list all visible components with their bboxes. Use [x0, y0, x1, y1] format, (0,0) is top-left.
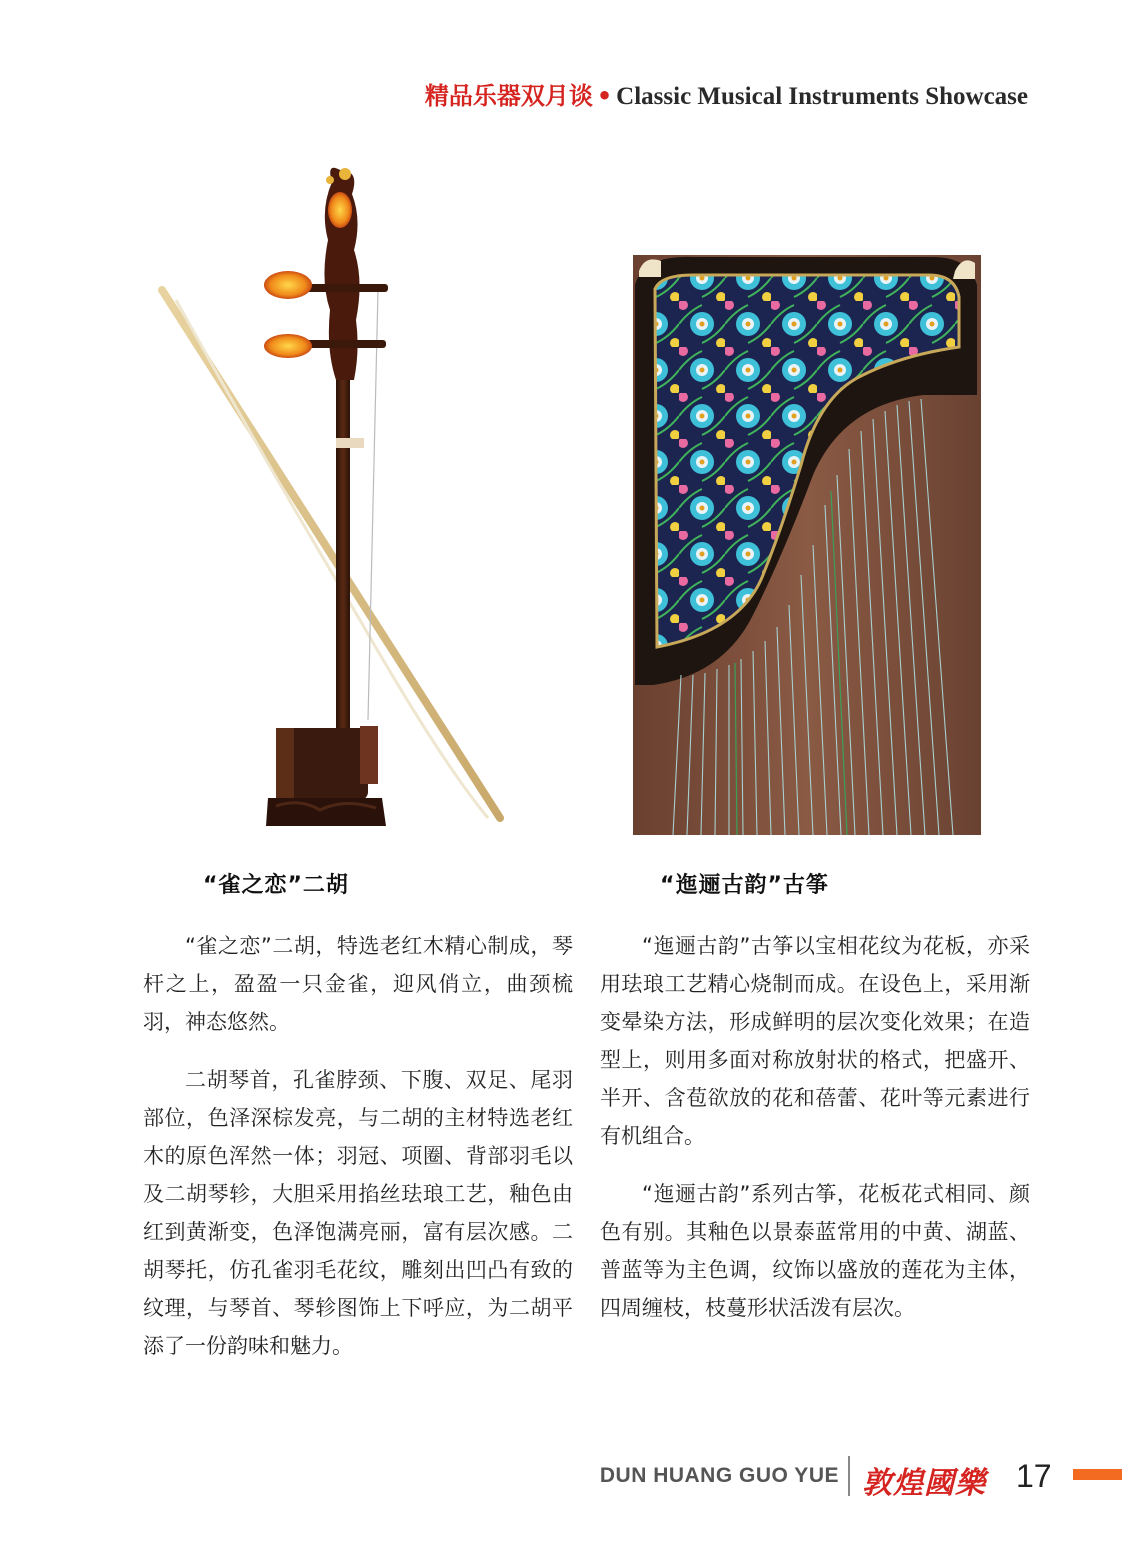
erhu-title: “雀之恋”二胡 — [203, 873, 349, 898]
header-en-title: Classic Musical Instruments Showcase — [616, 83, 1028, 110]
erhu-paragraph-1: “雀之恋”二胡，特选老红木精心制成，琴杆之上，盈盈一只金雀，迎风俏立，曲颈梳羽，神态悠然。 — [143, 934, 573, 1034]
page-footer — [0, 1452, 1122, 1502]
erhu-photo — [150, 150, 520, 840]
footer-divider — [848, 1456, 850, 1496]
erhu-paragraph-2: 二胡琴首，孔雀脖颈、下腹、双足、尾羽部位，色泽深棕发亮，与二胡的主材特选老红木的原色浑然一体；羽冠、项圈、背部羽毛以及二胡琴轸，大胆采用掐丝珐琅工艺，釉色由红到黄渐变，色泽饱满亮丽，富有层次感。二胡琴托，仿孔雀羽毛花纹，雕刻出凹凸有致的纹理，与琴首、琴轸图饰上下呼应，为二胡平添了一份韵味和魅力。 — [143, 1068, 573, 1358]
guzheng-photo — [633, 255, 981, 835]
guzheng-paragraph-2: “迤逦古韵”系列古筝，花板花式相同、颜色有别。其釉色以景泰蓝常用的中黄、湖蓝、普蓝等为主色调，纹饰以盛放的莲花为主体，四周缠枝，枝蔓形状活泼有层次。 — [600, 1182, 1030, 1320]
guzheng-article — [600, 868, 1030, 1347]
running-header — [425, 76, 1028, 111]
guzheng-title: “迤逦古韵”古筝 — [660, 873, 829, 898]
header-separator: • — [596, 82, 613, 110]
header-cn-title: 精品乐器双月谈 — [424, 82, 593, 110]
page-number: 17 — [1016, 1458, 1052, 1494]
footer-magazine-en: DUN HUANG GUO YUE — [599, 1464, 839, 1487]
guzheng-paragraph-1: “迤逦古韵”古筝以宝相花纹为花板，亦采用珐琅工艺精心烧制而成。在设色上，采用渐变晕染方法，形成鲜明的层次变化效果；在造型上，则用多面对称放射状的格式，把盛开、半开、含苞欲放的花和蓓蕾、花叶等元素进行有机组合。 — [600, 934, 1030, 1148]
footer-accent-bar — [1073, 1469, 1122, 1480]
erhu-article — [143, 868, 573, 1385]
footer-magazine-logo: 敦煌國樂 — [862, 1466, 986, 1501]
